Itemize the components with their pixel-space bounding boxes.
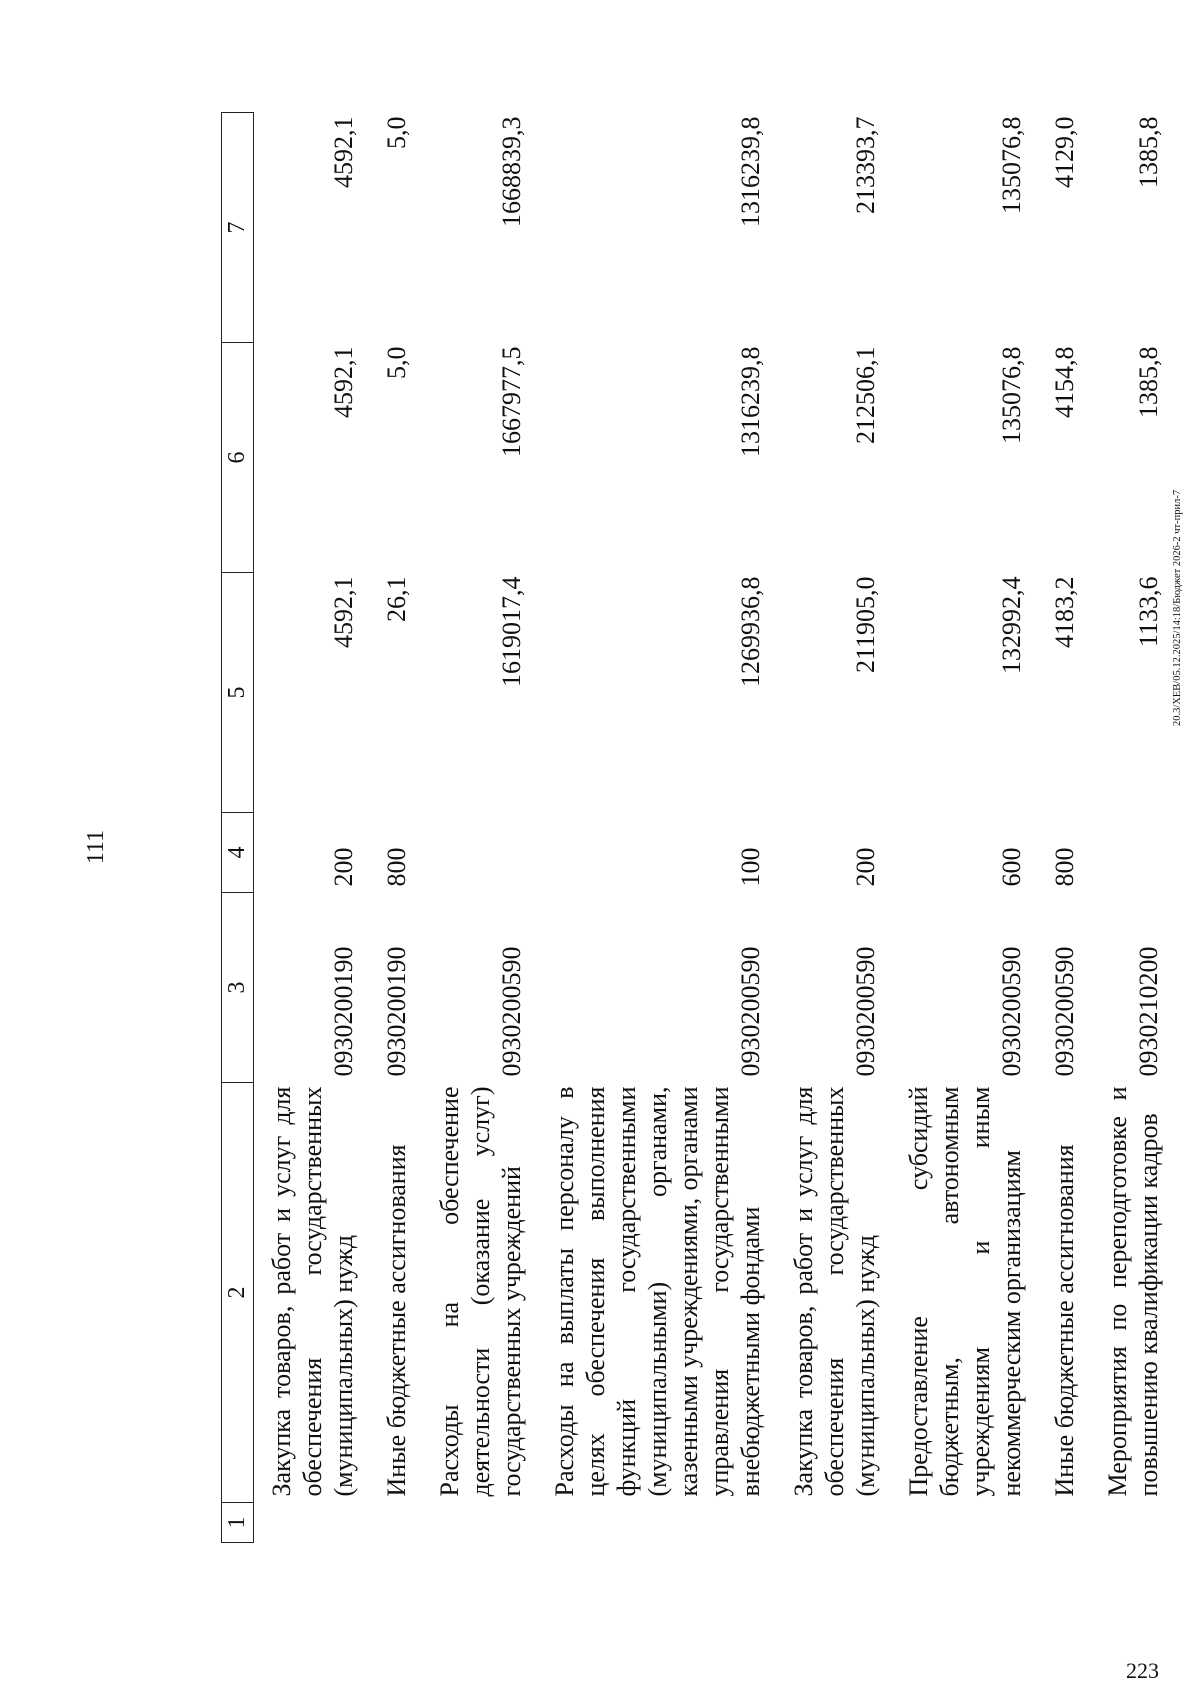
row-value-5: 26,1 [382,576,411,622]
row-value-5: 211905,0 [851,576,880,674]
table-row [776,113,891,1543]
row-value-7: 213393,7 [851,116,880,214]
row-col1 [537,1503,776,1543]
row-code: 0930210200 [1134,946,1163,1077]
row-code: 0930200590 [497,946,526,1077]
row-value-7: 1668839,3 [497,116,526,227]
col-header-1: 1 [222,1503,254,1543]
row-value-6: 4154,8 [1050,346,1079,418]
col-header-2: 2 [222,1083,254,1503]
row-value-6: 5,0 [382,346,411,379]
table-row [1037,113,1090,1543]
row-vr: 800 [382,847,411,887]
row-value-6: 212506,1 [851,346,880,444]
row-vr: 200 [851,847,880,887]
col-header-5: 5 [222,573,254,813]
row-value-6: 1385,8 [1134,346,1163,418]
row-col1 [891,1503,1037,1543]
table-row [422,113,537,1543]
row-col1 [1037,1503,1090,1543]
row-value-6: 4592,1 [329,346,358,418]
row-name: Закупка товаров, работ и услуг для обеспечения государственных (муниципальных) нужд [789,1086,880,1497]
row-vr [422,813,537,893]
col-header-4: 4 [222,813,254,893]
row-value-5: 1133,6 [1134,576,1163,648]
row-code: 0930200590 [851,946,880,1077]
table-row [537,113,776,1543]
row-value-7: 4129,0 [1050,116,1079,188]
row-value-7: 5,0 [382,116,411,149]
row-col1 [1090,1503,1174,1543]
budget-table [221,112,1174,1543]
row-value-7: 1385,8 [1134,116,1163,188]
page-number-bottom: 223 [1126,1658,1159,1683]
row-name: Мероприятия по переподготовке и повышению квалификации кадров [1103,1086,1163,1497]
col-header-6: 6 [222,343,254,573]
row-value-5: 1619017,4 [497,576,526,687]
row-name: Предоставление субсидий бюджетным, автономным учреждениям и иным некоммерческим организациям [904,1086,1026,1497]
row-col1 [254,1503,370,1543]
row-value-6: 1316239,8 [736,346,765,457]
table-row [369,113,422,1543]
row-value-5: 1269936,8 [736,576,765,687]
row-name: Иные бюджетные ассигнования [382,1144,411,1497]
row-vr: 800 [1050,847,1079,887]
row-vr [1090,813,1174,893]
row-value-5: 4592,1 [329,576,358,648]
col-header-3: 3 [222,893,254,1083]
row-value-6: 135076,8 [997,346,1026,444]
row-vr: 100 [736,847,765,887]
row-name: Расходы на обеспечение деятельности (оказание услуг) государственных учреждений [435,1086,526,1497]
row-name: Закупка товаров, работ и услуг для обеспечения государственных (муниципальных) нужд [267,1086,358,1497]
table-row [891,113,1037,1543]
row-value-7: 4592,1 [329,116,358,188]
table-row [254,113,370,1543]
row-col1 [776,1503,891,1543]
row-value-5: 4183,2 [1050,576,1079,648]
row-vr: 600 [997,847,1026,887]
row-code: 0930200590 [1050,946,1079,1077]
row-col1 [369,1503,422,1543]
row-code: 0930200590 [736,946,765,1077]
row-code: 0930200190 [382,946,411,1077]
row-code: 0930200590 [997,946,1026,1077]
row-vr: 200 [329,847,358,887]
budget-table-rotated [221,113,1163,1543]
row-value-5: 132992,4 [997,576,1026,674]
row-value-6: 1667977,5 [497,346,526,457]
table-header-row [222,113,254,1543]
table-row [1090,113,1174,1543]
row-col1 [422,1503,537,1543]
page-number-top: 111 [83,829,109,865]
row-name: Иные бюджетные ассигнования [1050,1144,1079,1497]
row-code: 0930200190 [329,946,358,1077]
document-footer-code: 20.3/ХЕВ/05.12.2025/14:18/Бюджет 2026-2 чт-прил-7 [1172,489,1183,726]
row-value-7: 135076,8 [997,116,1026,214]
row-name: Расходы на выплаты персоналу в целях обеспечения выполнения функций государственными (муниципальными) органами, казенными учреждениями, органами управления государственными внебюджетными фондами [550,1086,765,1497]
row-value-7: 1316239,8 [736,116,765,227]
col-header-7: 7 [222,113,254,343]
